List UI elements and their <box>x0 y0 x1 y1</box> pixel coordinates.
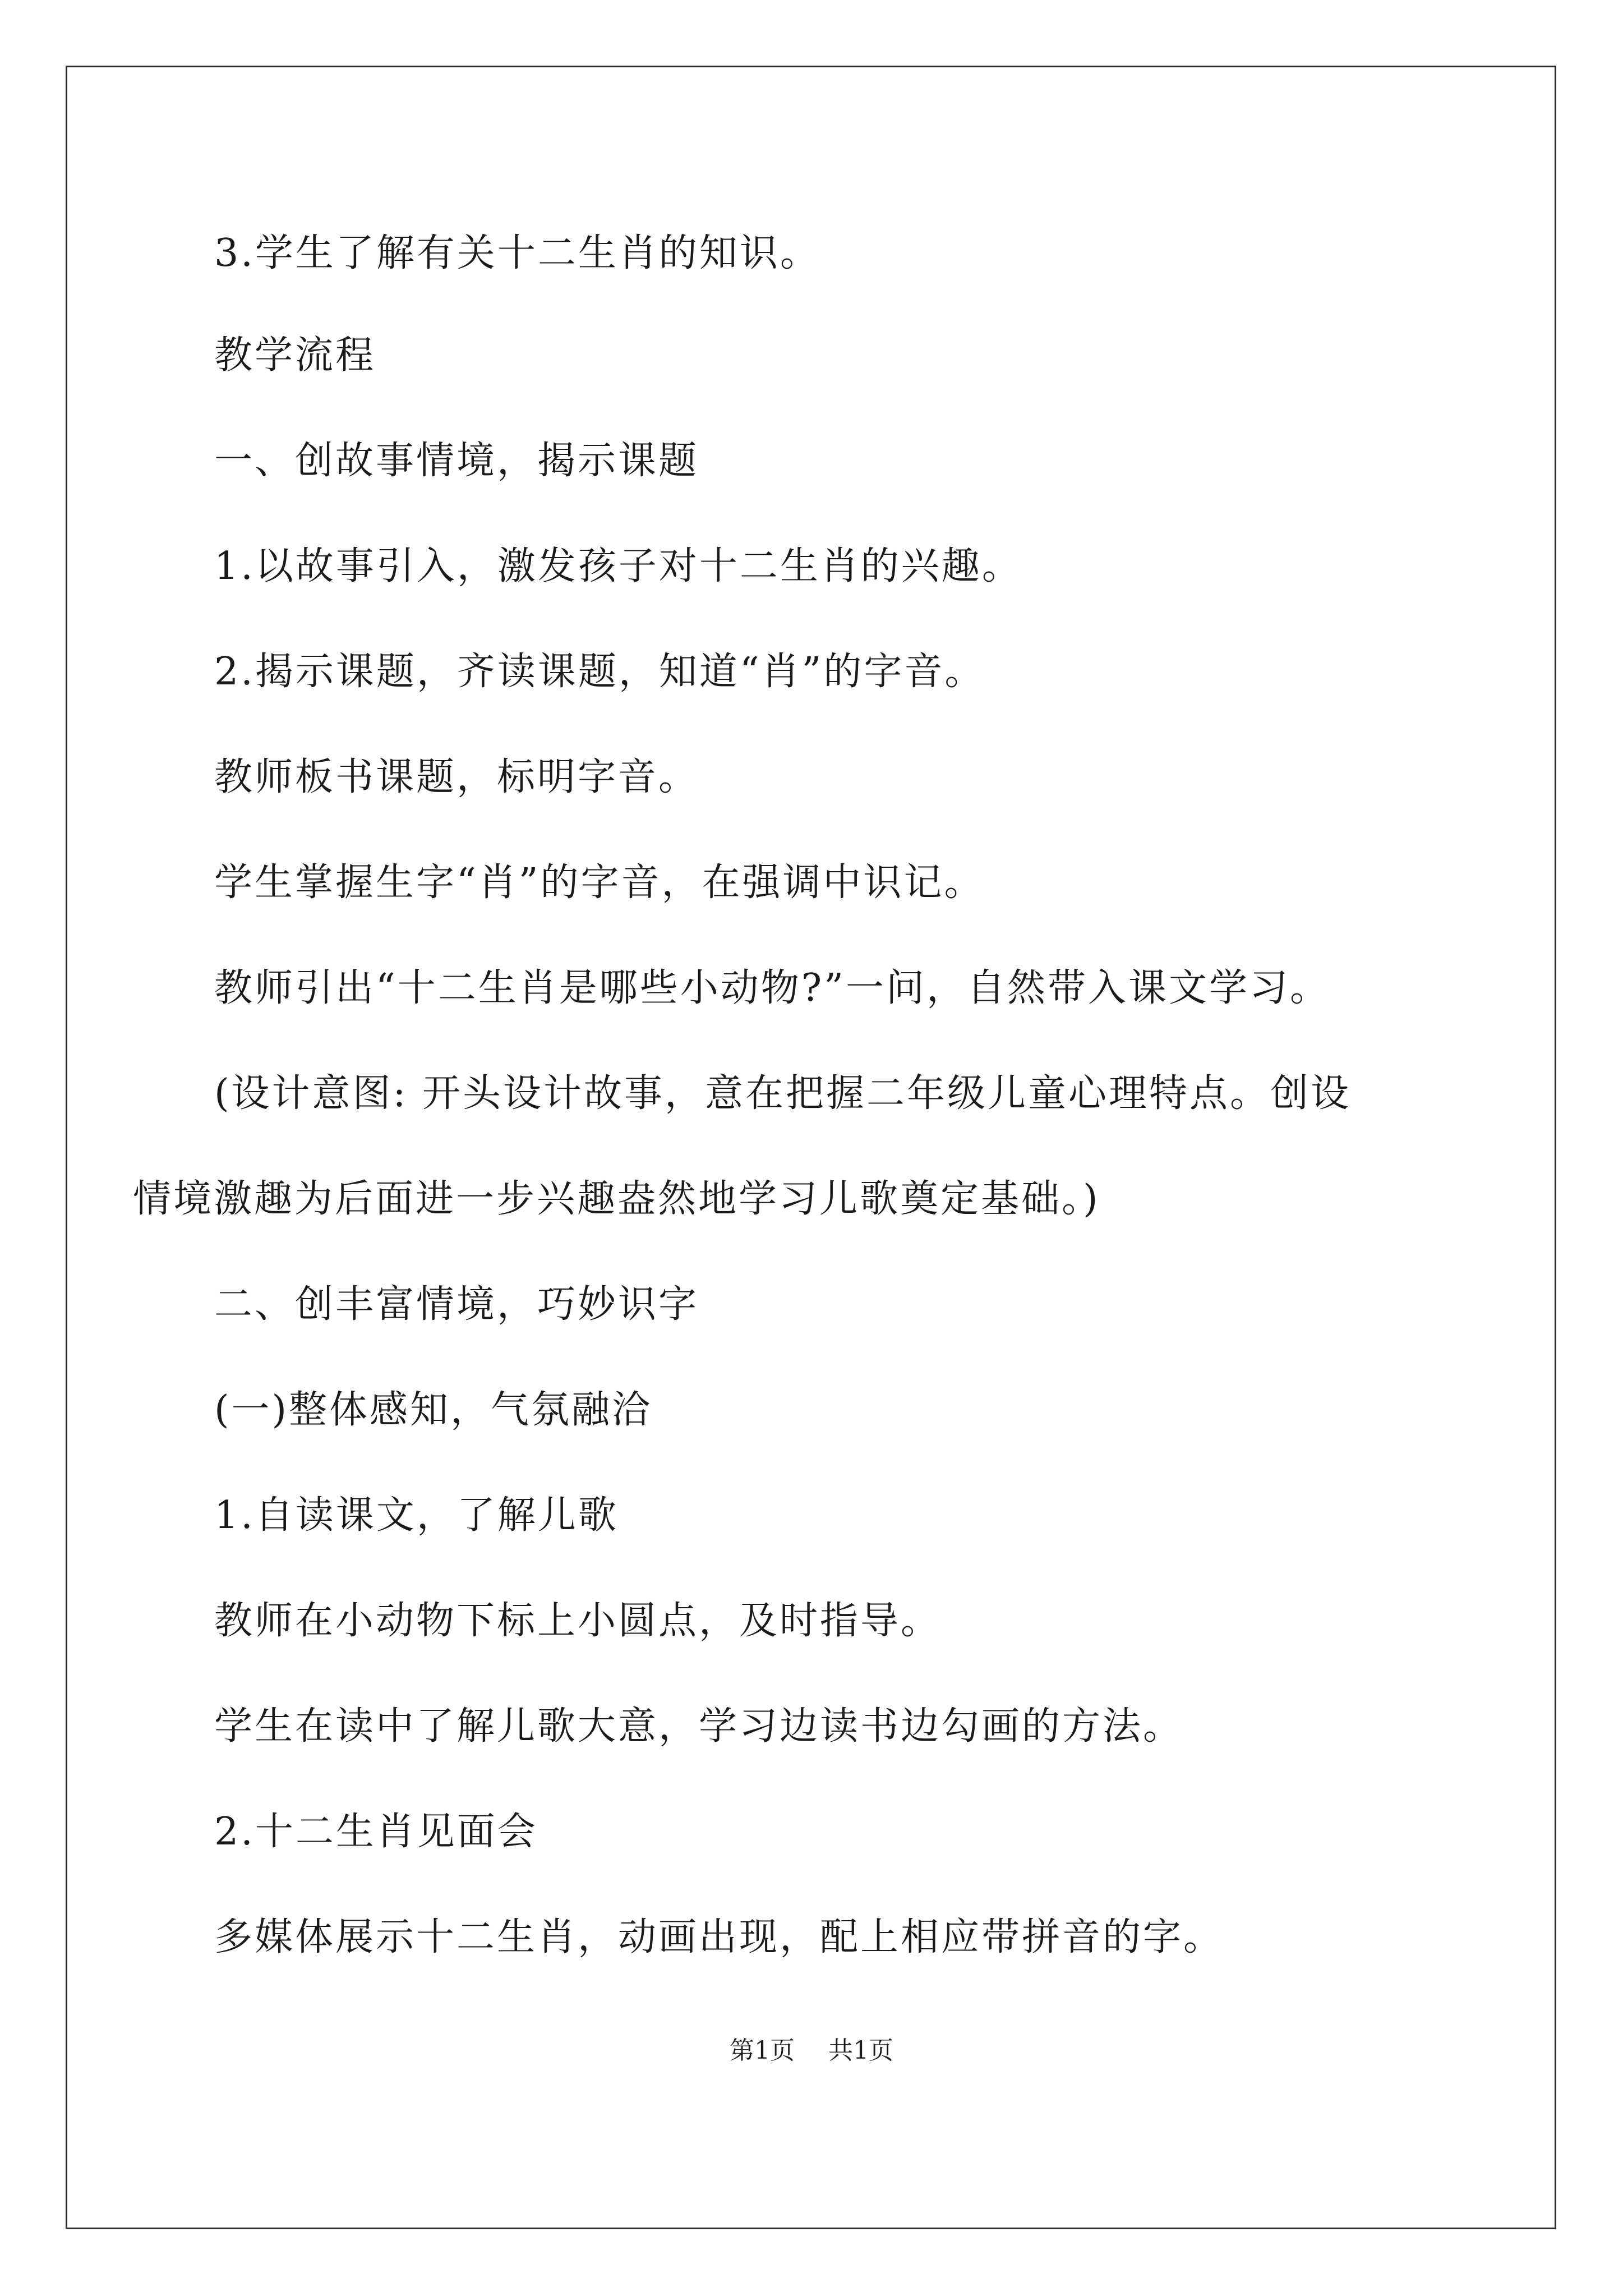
paragraph-14: 教师在小动物下标上小圆点，及时指导。 <box>214 1599 942 1643</box>
paragraph-1: 3.学生了解有关十二生肖的知识。 <box>214 231 820 275</box>
paragraph-11: 二、创丰富情境，巧妙识字 <box>214 1282 699 1327</box>
page-total: 共1页 <box>828 2036 893 2065</box>
paragraph-12: (一)整体感知，气氛融洽 <box>214 1388 653 1432</box>
paragraph-17: 多媒体展示十二生肖，动画出现，配上相应带拼音的字。 <box>214 1915 1224 1959</box>
paragraph-3: 一、创故事情境，揭示课题 <box>214 439 699 483</box>
paragraph-15: 学生在读中了解儿歌大意，学习边读书边勾画的方法。 <box>214 1704 1184 1749</box>
paragraph-6: 教师板书课题，标明字音。 <box>214 755 699 799</box>
paragraph-9: (设计意图: 开头设计故事，意在把握二年级儿童心理特点。创设 <box>214 1071 1352 1116</box>
paragraph-13: 1.自读课文，了解儿歌 <box>214 1493 619 1538</box>
paragraph-4: 1.以故事引入，激发孩子对十二生肖的兴趣。 <box>214 544 1022 588</box>
paragraph-5: 2.揭示课题，齐读课题，知道“肖”的字音。 <box>214 650 985 694</box>
paragraph-10: 情境激趣为后面进一步兴趣盎然地学习儿歌奠定基础。) <box>133 1177 1100 1221</box>
paragraph-7: 学生掌握生字“肖”的字音，在强调中识记。 <box>214 861 985 905</box>
page-footer <box>0 2036 1623 2065</box>
paragraph-8: 教师引出“十二生肖是哪些小动物?”一问，自然带入课文学习。 <box>214 966 1330 1010</box>
paragraph-16: 2.十二生肖见面会 <box>214 1810 538 1854</box>
paragraph-2: 教学流程 <box>214 333 376 378</box>
page-number: 第1页 <box>730 2036 795 2065</box>
